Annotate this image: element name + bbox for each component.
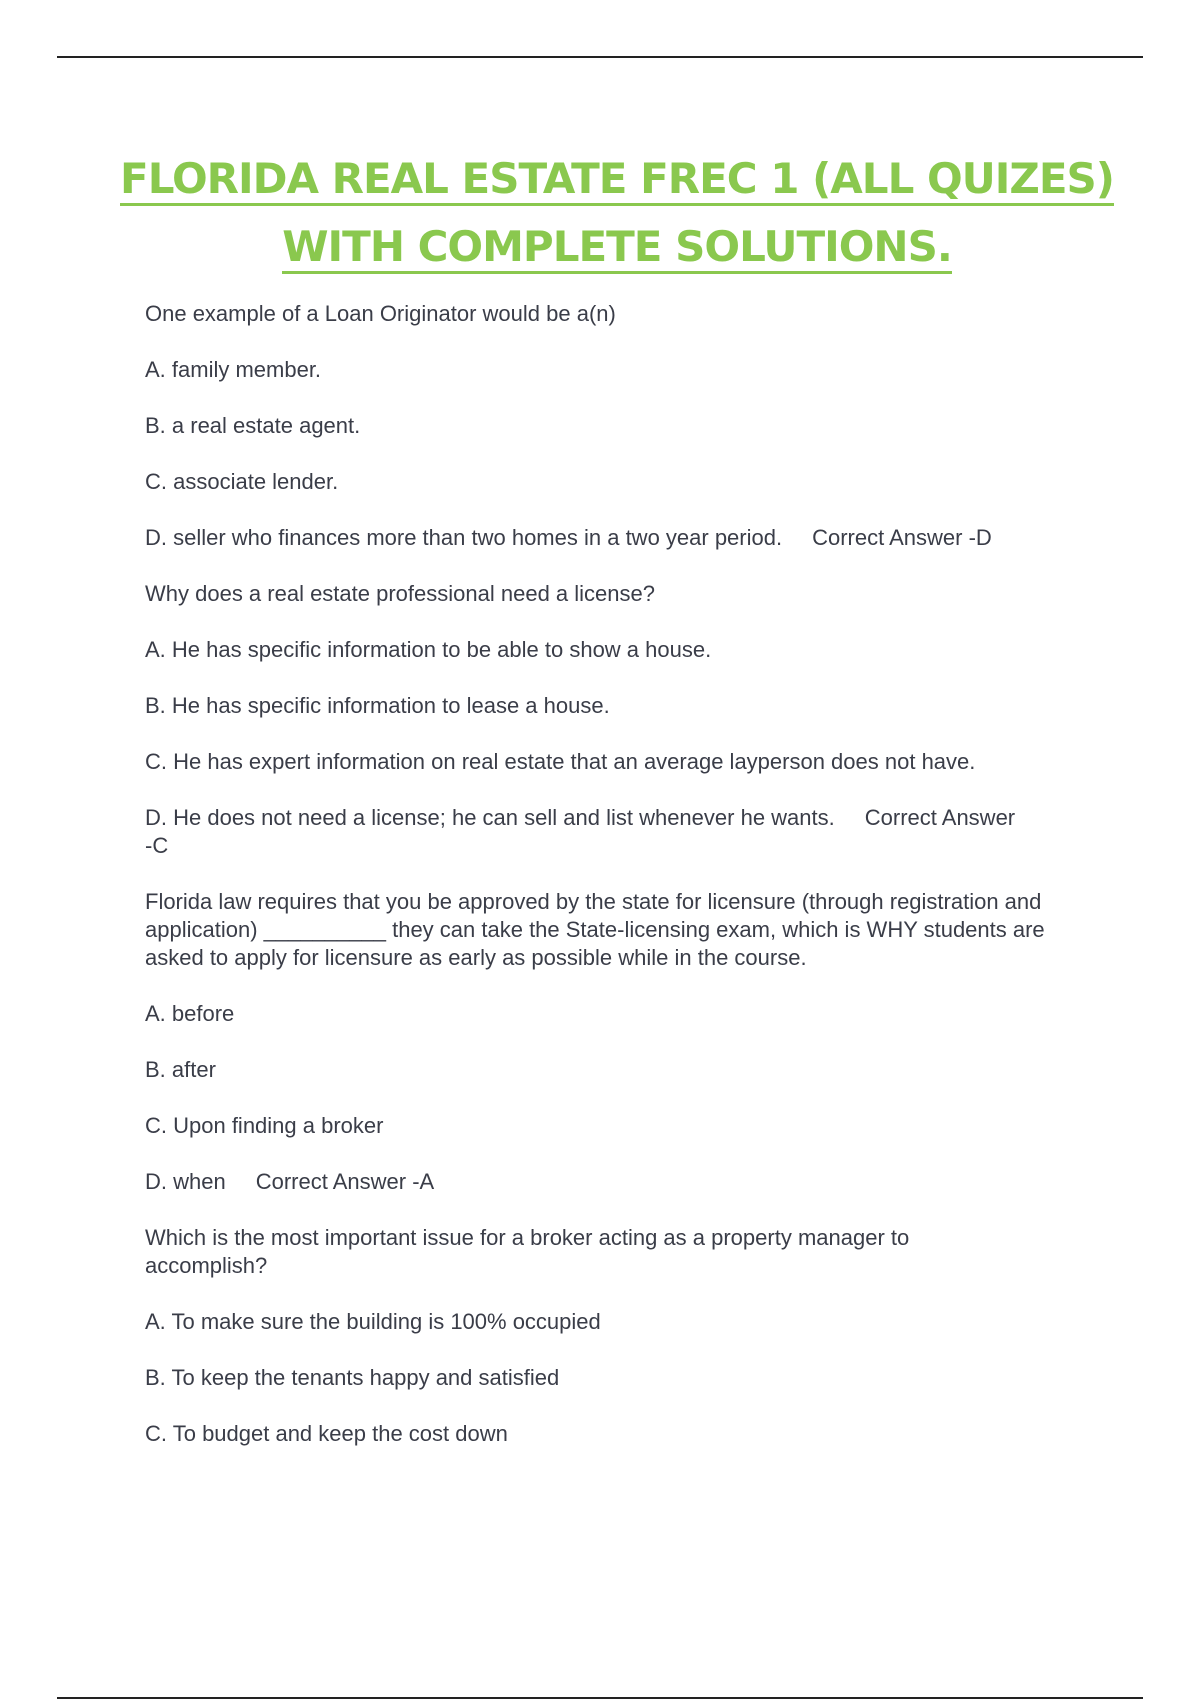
quiz-content: [145, 300, 1095, 1476]
question-4-option-a: A. To make sure the building is 100% occupied: [145, 1309, 601, 1334]
question-2-option-c: C. He has expert information on real estate that an average layperson does not have.: [145, 749, 976, 774]
question-1-option-a: A. family member.: [145, 357, 322, 382]
question-4-text: Which is the most important issue for a broker acting as a property manager to accomplish?: [145, 1225, 910, 1278]
question-2-answer: Correct Answer -C: [145, 805, 1016, 858]
document-title-line-1: FLORIDA REAL ESTATE FREC 1 (ALL QUIZES): [0, 154, 1200, 206]
question-3-option-d-row: [145, 1168, 1095, 1196]
question-3-text: Florida law requires that you be approved by the state for licensure (through registration and application) __________ they can take the State-licensing exam, which is WHY students are asked to apply for licensure as early as possible while in the course.: [145, 889, 1045, 970]
question-3-option-a: A. before: [145, 1001, 235, 1026]
document-title-line-2: WITH COMPLETE SOLUTIONS.: [0, 222, 1200, 274]
question-2-text: Why does a real estate professional need a license?: [145, 581, 655, 606]
question-4-option-c: C. To budget and keep the cost down: [145, 1421, 508, 1446]
question-3-option-b: B. after: [145, 1057, 216, 1082]
question-1-option-c: C. associate lender.: [145, 469, 339, 494]
question-2-option-d: D. He does not need a license; he can sell and list whenever he wants.: [145, 805, 835, 830]
top-rule: [57, 56, 1143, 58]
question-3-option-d: D. when: [145, 1169, 226, 1194]
question-1-option-b: B. a real estate agent.: [145, 413, 361, 438]
question-2-option-d-row: [145, 804, 1025, 860]
question-1-option-d: D. seller who finances more than two homes in a two year period.: [145, 525, 783, 550]
question-2-option-a: A. He has specific information to be able to show a house.: [145, 637, 712, 662]
question-4-option-b: B. To keep the tenants happy and satisfied: [145, 1365, 560, 1390]
bottom-rule: [57, 1697, 1143, 1699]
question-3-option-c: C. Upon finding a broker: [145, 1113, 384, 1138]
question-1-option-d-row: [145, 524, 1095, 552]
question-3-answer: Correct Answer -A: [255, 1169, 435, 1194]
question-1-text: One example of a Loan Originator would be a(n): [145, 301, 616, 326]
question-2-option-b: B. He has specific information to lease a house.: [145, 693, 610, 718]
question-1-answer: Correct Answer -D: [812, 525, 992, 550]
